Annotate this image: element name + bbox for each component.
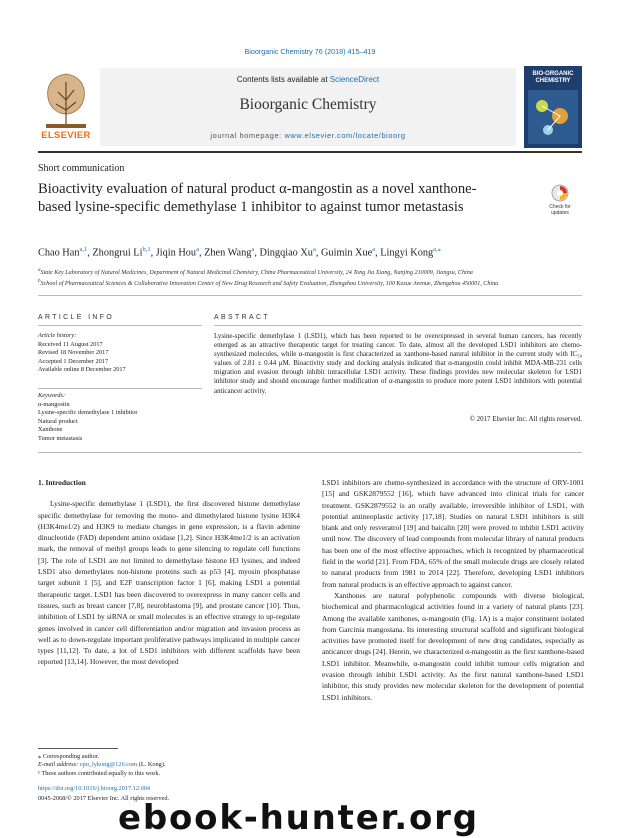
body-paragraph: Xanthones are natural polyphenolic compounds with diverse biological, biochemical and pharmacological activities found in a variety of natural plants [23]. Among the available xanthones, α-mangostin (Fig. 1A) is a major constituent isolated from Garcinia mangostana. Its interesting structural scaffold and significant biological activities have promoted itself for development of new drug candidates, especially as anticancer drugs [24]. Herein, we characterized α-mangostin as the first xanthone-based LSD1 inhibitor. Meanwhile, α-mangostin could inhibit tumour cells migration and evasion through inhibit LSD1 activity. As the first natural xanthone-based LSD1 inhibitor, this study provides new molecular skeleton for the development of potential LSD1 inhibitors.	[322, 590, 584, 702]
history-rule	[38, 388, 202, 389]
check-for-updates-badge[interactable]	[538, 184, 582, 222]
equal-contribution-note: ¹ These authors contributed equally to this work.	[38, 769, 161, 777]
history-item: Accepted 1 December 2017	[38, 357, 109, 365]
contents-prefix: Contents lists available at	[236, 75, 330, 84]
cover-title-line2: CHEMISTRY	[535, 78, 571, 84]
footnote-rule	[38, 748, 118, 749]
history-item: Revised 18 November 2017	[38, 349, 109, 357]
article-title: Bioactivity evaluation of natural product α-mangostin as a novel xanthone-based lysine-specific demethylase 1 inhibitor to against tumor metastasis	[38, 181, 477, 215]
body-paragraph: LSD1 inhibitors are chemo-synthesized in accordance with the structure of ORY-1001 [15] and GSK2879552 [16], which have advanced into clinical trials for cancer treatment. GSK2879552 is an orally available, irreversible inhibitor of LSD1, with potential antineoplastic activity [17,18]. Studies on natural LSD1 inhibitors is still blank and only resveratrol [19] and baicalin [20] were proved to inhibit LSD1 activity until now. The discovery of lead compounds from molecular library of natural products has been one of the most effective approaches, which is recognized by pharmaceutical field in the world [21]. From FDA, 65% of the small molecule drugs are closely related to natural products from 1981 to 2014 [22]. Therefore, developing LSD1 inhibitors from natural products is an effective approach to against cancer.	[322, 478, 584, 589]
affiliation-item	[38, 277, 582, 288]
article-type: Short communication	[38, 163, 125, 174]
author-affiliation-mark[interactable]: a	[196, 246, 199, 253]
journal-cover-thumbnail[interactable]	[524, 66, 582, 148]
history-item: Available online 8 December 2017	[38, 366, 126, 374]
author-name[interactable]: Zhongrui Li	[92, 247, 143, 259]
cover-title-line1: BIO-ORGANIC	[532, 71, 574, 77]
footnotes	[38, 753, 300, 778]
watermark-text: ebook-hunter.org	[118, 798, 479, 838]
abstract-copyright: © 2017 Elsevier Inc. All rights reserved.	[469, 415, 582, 423]
affiliations-rule	[38, 295, 582, 296]
history-item: Received 11 August 2017	[38, 340, 103, 348]
history-label: Article history:	[38, 332, 77, 339]
author-name[interactable]: Dingqiao Xu	[259, 247, 313, 259]
affiliations	[38, 266, 582, 288]
keyword-item: Tumor metastasis	[38, 434, 83, 442]
keyword-item: Xanthone	[38, 426, 63, 434]
cover-molecule-art	[528, 90, 578, 144]
author-name[interactable]: Chao Han	[38, 247, 80, 259]
author-affiliation-mark[interactable]: a	[251, 246, 255, 253]
author-name[interactable]: Lingyi Kong	[380, 247, 434, 259]
journal-name: Bioorganic Chemistry	[239, 96, 377, 113]
elsevier-logo	[38, 68, 94, 146]
abstract-text: Lysine-specific demethylase 1 (LSD1), which has been reported to be overexpressed in several human cancers, has recently emerged as an attractive therapeutic target for treating cancer. To date, almost all the developed LSD1 inhibitors are chemo-synthesized molecules, while α-mangostin is first characterized as xanthone-based natural inhibitor in the current study with IC₅₀ values of 2.81 ± 0.44 μM. Bioactivity study and docking analysis indicated that α-mangostin could inhibit MDA-MB-231 cells migration and evasion through inhibit intracellular LSD1 activity. These findings provides new molecular skeleton for LSD1 inhibitor study and should encourage further modification of α-mangostin to produce more potent LSD1 inhibitors with potential anticancer activity.	[214, 332, 582, 395]
check-updates-icon	[551, 184, 569, 202]
author-affiliation-mark[interactable]: a	[312, 246, 316, 253]
author-affiliation-mark[interactable]: b,1	[142, 246, 151, 253]
keyword-item: α-mangostin	[38, 400, 70, 408]
keyword-item: Lysine-specific demethylase 1 inhibitor	[38, 409, 138, 417]
email-note	[38, 761, 300, 769]
affiliation-text: State Key Laboratory of Natural Medicines, Department of Natural Medicinal Chemistry, China Pharmaceutical University, 24 Tong Jia Xiang, Nanjing 210009, Jiangsu, China	[40, 270, 473, 277]
affiliation-text: School of Pharmaceutical Sciences & Collaborative Innovation Center of New Drug Research and Safety Evaluation, Zhengzhou University, 100 Kexue Avenue, Zhengzhou 450001, China	[40, 281, 499, 288]
article-history	[38, 332, 202, 375]
author-name[interactable]: Guimin Xue	[321, 247, 373, 259]
affiliation-item	[38, 266, 582, 277]
email-suffix: (L. Kong).	[137, 761, 166, 769]
affiliation-mark: b	[38, 278, 41, 285]
article-info-heading: ARTICLE INFO	[38, 314, 115, 321]
affiliation-mark: a	[38, 267, 41, 273]
body-paragraph: Lysine-specific demethylase 1 (LSD1), the first discovered histone demethylase specific demethylase for removing the mono- and dimethylated histone lysine H3K4 (H3K4me1/2) and H3K9 to mediate changes in gene expression, is a flavin adenine dinucleotide (FAD) dependent amino oxidase [1,2]. Since H3K4me1/2 is an activation mark, the removal of methyl groups leads to gene silencing to regulate cell functions [3]. The role of LSD1 are not limited to demethylase histone H3 lysines, and indeed LSD1 also demethylates non-histone proteins such as p53 [4], myosin phosphatase target subunit 1 [5], and E2F transcription factor 1 [6], making LSD1 a potential therapeutic target. LSD1 has been discovered to overexpress in many cancer cells and tissues, such as breast cancer [7,8], neuroblastoma [9], and prostate cancer [10]. Thus, inhibition of LSD1 by siRNA or small molecules is an effective strategy to up-regulate genes involved in cancer cell differentiation and/or migration and invasion process as well as to down-regulate important proliferative pathways implicated in multiple cancer types [11,12]. To date, a lot of LSD1 inhibitors with different scaffolds have been reported [13,14]. However, the most developed	[38, 499, 300, 667]
elsevier-wordmark: ELSEVIER	[41, 130, 91, 141]
email-label: E-mail address:	[38, 761, 80, 769]
section-heading-introduction: 1. Introduction	[38, 478, 86, 487]
author-affiliation-mark[interactable]: a,1	[79, 246, 88, 253]
author-list: Chao Han$^{a,1}$, Zhongrui Li$^{b,1}$, Jiqin Hou$^a$, Zhen Wang$^a$, Dingqiao Xu$^a$, Guimin Xue$^a$, Lingyi Kong$^{a,⁎}$	[38, 246, 441, 259]
article-info-rule	[38, 325, 202, 326]
doi-link[interactable]: https://doi.org/10.1016/j.bioorg.2017.12.004	[38, 785, 151, 792]
keywords-label: Keywords:	[38, 392, 66, 399]
homepage-prefix: journal homepage:	[210, 131, 285, 140]
sciencedirect-link[interactable]: ScienceDirect	[329, 75, 380, 84]
abstract-rule	[214, 325, 582, 326]
body-right-column	[322, 477, 584, 703]
corresponding-author-note: ⁎ Corresponding author.	[38, 753, 100, 760]
author-name[interactable]: Zhen Wang	[204, 247, 252, 259]
email-link[interactable]: cpu_lykong@126.com	[79, 761, 138, 769]
journal-citation[interactable]: Bioorganic Chemistry 76 (2018) 415–419	[244, 47, 376, 56]
keywords	[38, 392, 202, 444]
check-updates-line2: updates	[551, 210, 569, 216]
issn-line: 0045-2068/© 2017 Elsevier Inc. All rights reserved.	[38, 795, 170, 802]
author-affiliation-mark[interactable]: a,⁎	[433, 246, 441, 253]
keyword-item: Natural product	[38, 417, 78, 425]
homepage-link[interactable]: www.elsevier.com/locate/bioorg	[284, 131, 406, 140]
abstract-heading: ABSTRACT	[214, 314, 270, 321]
contents-line	[100, 75, 516, 84]
journal-homepage-line	[100, 131, 516, 140]
check-updates-line1: Check for	[549, 204, 571, 210]
header-rule	[38, 151, 582, 153]
body-left-column	[38, 477, 300, 668]
abstract-bottom-rule	[38, 452, 582, 453]
author-affiliation-mark[interactable]: a	[372, 246, 376, 253]
author-name[interactable]: Jiqin Hou	[155, 247, 197, 259]
